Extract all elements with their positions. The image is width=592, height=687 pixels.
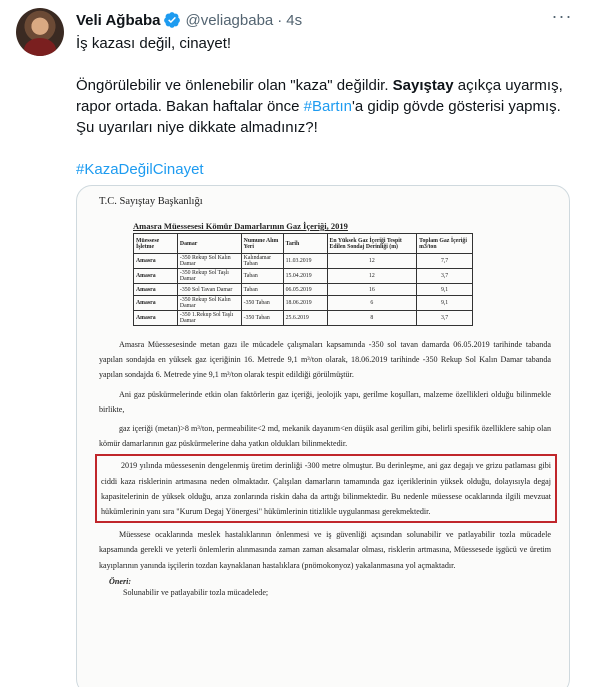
table-cell: -350 1.Rekup Sol Taşlı Damar: [177, 311, 241, 326]
table-cell: -350 Rekup Sol Kalın Damar: [177, 296, 241, 311]
document-paragraph-3: gaz içeriği (metan)>8 m³/ton, permeabilite<2 md, mekanik dayanım<en düşük asal gerilim gibi, belirli spesifik özelliklere sahip olan kömür damarlarının gaz püskürmelerine daha yatkın oldukları bilinmektedir.: [99, 424, 551, 449]
table-row: [134, 284, 473, 296]
table-cell: Amasra: [134, 284, 178, 296]
tweet: [76, 6, 580, 180]
table-cell: -350 Taban: [241, 311, 283, 326]
avatar[interactable]: [16, 8, 64, 56]
tweet-time[interactable]: 4s: [286, 11, 303, 29]
oneri-heading: Öneri:: [109, 576, 132, 586]
tweet-media-image[interactable]: [76, 185, 570, 687]
table-cell: 9,1: [417, 284, 473, 296]
document-header: T.C. Sayıştay Başkanlığı: [99, 196, 203, 207]
gas-content-table: [133, 233, 473, 326]
table-header-cell: Damar: [177, 234, 241, 254]
table-header-cell: Müessese İşletme: [134, 234, 178, 254]
table-cell: Taban: [241, 284, 283, 296]
table-cell: Amasra: [134, 311, 178, 326]
document-paragraph-1: Amasra Müessesesinde metan gazı ile mücadele çalışmaları kapsamında -350 sol tavan damarda 06.05.2019 tarihinde tabanda yapılan sondajda en yüksek gaz içeriğinin 16. Metrede 9,1 m³/ton olarak, 18.06.2019 tarihinde -350 Rekup Sol Kalın Damar tabanda yapılan sondajda 6. Metrede yine 9,1 m³/ton olarak tespit edildiği görülmüştür.: [99, 340, 551, 380]
document-paragraph-2: Ani gaz püskürmelerinde etkin olan faktörlerin gaz içeriği, jeolojik yapı, gerilme koşulları, malzeme özellikleri olduğu bilinmekle birlikte,: [99, 389, 551, 414]
more-options-icon[interactable]: ···: [551, 6, 573, 26]
table-cell: 16: [327, 284, 417, 296]
document-last-line: Solunabilir ve patlayabilir tozla mücadelede;: [123, 587, 269, 597]
table-header-row: [134, 234, 473, 254]
author-handle[interactable]: @veliagbaba: [185, 11, 274, 29]
table-cell: 8: [327, 311, 417, 326]
table-cell: 3,7: [417, 269, 473, 284]
verified-badge-icon: [163, 11, 181, 29]
table-header-cell: Tarih: [283, 234, 327, 254]
p2-bold: Sayıştay: [392, 77, 454, 94]
tweet-paragraph-2: [76, 75, 580, 138]
table-cell: Amasra: [134, 269, 178, 284]
table-cell: 12: [327, 269, 417, 284]
table-cell: -350 Sol Tavan Damar: [177, 284, 241, 296]
table-cell: 3,7: [417, 311, 473, 326]
table-cell: Amasra: [134, 296, 178, 311]
table-row: [134, 311, 473, 326]
table-cell: -350 Taban: [241, 296, 283, 311]
table-cell: 6: [327, 296, 417, 311]
document-paragraph-4: Müessese ocaklarında meslek hastalıklarının önlenmesi ve iş güvenliği açısından solunabilir ve patlayabilir tozla mücadele kapsamında gerekli ve yeterli önlemlerin alınmasında zaman zaman aksamalar olması, risklerin artmasına, Müessesede işgücü ve üretim kayıplarının yanında işçilerin tozdan kaynaklanan hastalıklara (pnömokonyoz) yakalanmasına yol açmaktadır.: [99, 530, 551, 570]
author-name[interactable]: Veli Ağbaba: [76, 11, 161, 29]
table-cell: -350 Rekup Sol Kalın Damar: [177, 254, 241, 269]
table-cell: 9,1: [417, 296, 473, 311]
p2-text-b: açıkça uyarmış, rapor ortada. Bakan haftalar önce: [76, 77, 563, 115]
table-row: [134, 296, 473, 311]
table-cell: 25.6.2019: [283, 311, 327, 326]
table-header-cell: Toplam Gaz İçeriği m3/ton: [417, 234, 473, 254]
table-row: [134, 254, 473, 269]
tweet-line-1: İş kazası değil, cinayet!: [76, 35, 232, 52]
table-header-cell: En Yüksek Gaz İçeriği Tespit Edilen Sondaj Derinliği (m): [327, 234, 417, 254]
hashtag-link-kazadegilcinayet[interactable]: #KazaDeğilCinayet: [76, 161, 204, 178]
tweet-header: [76, 6, 580, 30]
table-cell: Amasra: [134, 254, 178, 269]
table-header-cell: Numune Alım Yeri: [241, 234, 283, 254]
table-cell: -350 Rekup Sol Taşlı Damar: [177, 269, 241, 284]
p2-text-c: 'a gidip gövde gösterisi yapmış. Şu uyarıları niye dikkate almadınız?!: [76, 98, 561, 136]
table-title: Amasra Müessesesi Kömür Damarlarının Gaz İçeriği, 2019: [133, 221, 348, 231]
table-cell: 7,7: [417, 254, 473, 269]
table-cell: 11.03.2019: [283, 254, 327, 269]
table-cell: 18.06.2019: [283, 296, 327, 311]
table-cell: 12: [327, 254, 417, 269]
hashtag-link-bartin[interactable]: #Bartın: [303, 98, 353, 115]
tweet-hashtag-line: [76, 159, 580, 180]
table-cell: 06.05.2019: [283, 284, 327, 296]
document-page: [99, 194, 551, 597]
table-cell: Taban: [241, 269, 283, 284]
highlighted-paragraph: 2019 yılında müessesenin dengelenmiş üretim derinliği -300 metre olmuştur. Bu derinleşme, ani gaz degajı ve grizu patlaması gibi ciddi kaza risklerinin artmasına neden olmaktadır. Çalışılan damarların tamamında gaz içeriklerinin yüksek olduğu, dolayısıyla degaj kapasitelerinin de yüksek olduğu, arıza zonlarında riskin daha da arttığı bilinmektedir. Bu nedenle müessese ocaklarında ilgili mevzuat hükümlerinin yanı sıra "Kurum Degaj Yönergesi" hükümlerinin titizlikle uygulanması gerekmektedir.: [95, 454, 557, 523]
separator-dot: ·: [277, 11, 283, 29]
table-row: [134, 269, 473, 284]
table-cell: 15.04.2019: [283, 269, 327, 284]
p2-text-a: Öngörülebilir ve önlenebilir olan "kaza" değildir.: [76, 77, 393, 94]
table-cell: Kalındamar Taban: [241, 254, 283, 269]
